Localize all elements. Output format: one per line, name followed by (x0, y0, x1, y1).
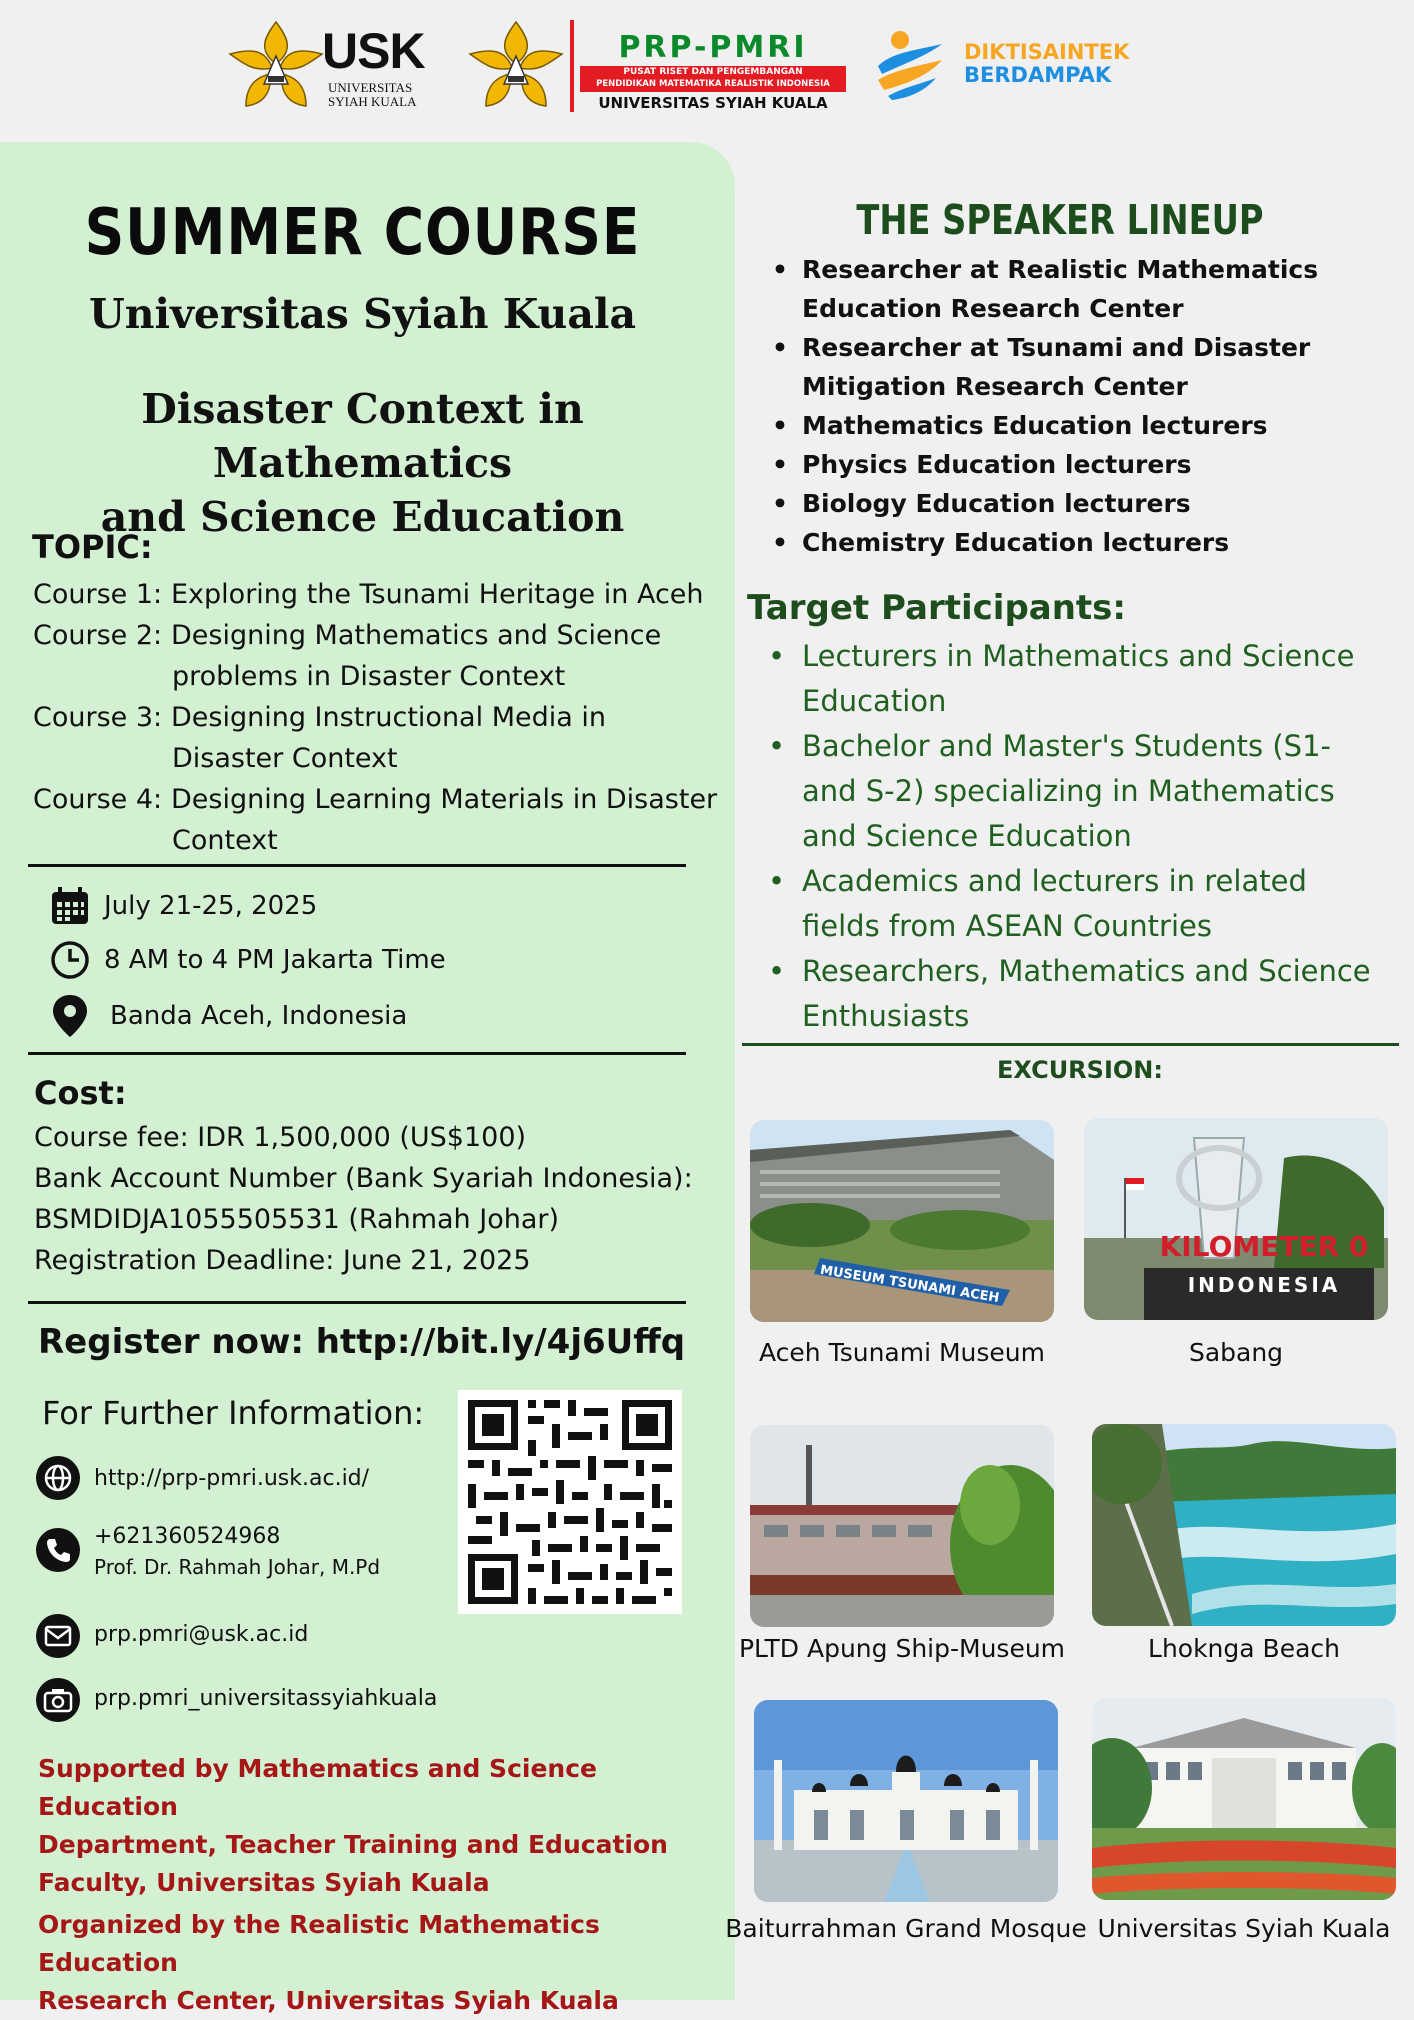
course-number: Course 2: (33, 620, 163, 651)
email-contact[interactable] (36, 1614, 308, 1658)
pltd-apung-photo (750, 1425, 1054, 1627)
theme-line1: Disaster Context in Mathematics (141, 385, 584, 487)
course-number: Course 3: (33, 702, 163, 733)
course-text-cont: Disaster Context (172, 743, 398, 774)
indonesia-sign-text: INDONESIA (1187, 1273, 1341, 1297)
usk-logo-sub2: SYIAH KUALA (328, 94, 417, 109)
topic-heading: TOPIC: (32, 528, 153, 566)
time-row (48, 938, 446, 982)
cost-line: Course fee: IDR 1,500,000 (US$100) (34, 1122, 527, 1153)
qr-code[interactable] (458, 1390, 682, 1614)
speaker-item: • Chemistry Education lecturers (772, 523, 1392, 562)
km0-sign-text: KILOMETER 0 (1159, 1230, 1369, 1263)
theme-title (0, 382, 725, 544)
course-item (33, 779, 733, 861)
website-link[interactable]: http://prp-pmri.usk.ac.id/ (94, 1466, 370, 1491)
excursion-caption: Sabang (1188, 1338, 1284, 1367)
course-text: Exploring the Tsunami Heritage in Aceh (171, 579, 704, 610)
museum-sign-text: MUSEUM TSUNAMI ACEH (818, 1262, 1001, 1307)
course-text: Designing Mathematics and Science (171, 620, 662, 651)
prp-emblem-icon (468, 20, 564, 110)
mail-icon (36, 1614, 80, 1658)
location-pin-icon (48, 994, 92, 1038)
course-text: Designing Learning Materials in Disaster (171, 784, 718, 815)
cost-line: BSMDIDJA1055505531 (Rahmah Johar) (34, 1204, 560, 1235)
usk-logo-text: USK (322, 23, 425, 79)
register-link[interactable]: Register now: http://bit.ly/4j6Uffq (38, 1322, 686, 1362)
cost-line: Bank Account Number (Bank Syariah Indonesia): (34, 1163, 693, 1194)
sabang-photo (1084, 1118, 1388, 1320)
excursion-caption: Lhoknga Beach (1148, 1634, 1340, 1663)
camera-icon (36, 1678, 80, 1722)
organized-line: Organized by the Realistic Mathematics Education (38, 1910, 600, 1977)
usk-campus-photo (1092, 1698, 1396, 1900)
speaker-item: • Mathematics Education lecturers (772, 406, 1392, 445)
event-location: Banda Aceh, Indonesia (110, 1001, 408, 1031)
location-row (48, 994, 407, 1038)
date-row (48, 884, 317, 928)
course-text: Designing Instructional Media in (171, 702, 606, 733)
event-date: July 21-25, 2025 (104, 891, 318, 921)
speaker-heading: THE SPEAKER LINEUP (856, 196, 1264, 244)
dikti-text1: DIKTISAINTEK (964, 40, 1130, 64)
phone-info (94, 1522, 380, 1582)
diktisaintek-icon (872, 26, 946, 100)
prp-logo-title: PRP-PMRI (618, 30, 808, 65)
speaker-item: • Physics Education lecturers (772, 445, 1392, 484)
baiturrahman-mosque-photo (754, 1700, 1058, 1902)
email-link[interactable]: prp.pmri@usk.ac.id (94, 1622, 309, 1647)
target-list (768, 634, 1398, 1039)
excursion-heading: EXCURSION: (997, 1056, 1163, 1084)
prp-divider (570, 20, 574, 112)
speaker-item: • Biology Education lecturers (772, 484, 1392, 523)
instagram-contact[interactable] (36, 1678, 437, 1722)
phone-contact[interactable] (36, 1522, 380, 1582)
speaker-item: • Researcher at Tsunami and Disaster Mitigation Research Center (772, 328, 1322, 406)
prp-sub1: PUSAT RISET DAN PENGEMBANGAN (623, 67, 803, 77)
excursion-caption: Universitas Syiah Kuala (1097, 1914, 1391, 1943)
course-text-cont: problems in Disaster Context (172, 661, 566, 692)
divider (28, 1052, 686, 1055)
website-contact[interactable] (36, 1456, 369, 1500)
supported-by (38, 1750, 718, 1902)
cost-line: Registration Deadline: June 21, 2025 (34, 1245, 531, 1276)
usk-emblem-icon (228, 20, 324, 110)
supported-line: Faculty, Universitas Syiah Kuala (38, 1868, 490, 1897)
tsunami-museum-photo (750, 1120, 1054, 1322)
target-item: • Researchers, Mathematics and Science Enthusiasts (768, 949, 1412, 1039)
further-info-heading: For Further Information: (42, 1394, 425, 1432)
contact-person: Prof. Dr. Rahmah Johar, M.Pd (94, 1555, 381, 1579)
prp-sub3: UNIVERSITAS SYIAH KUALA (598, 94, 828, 112)
supported-line: Supported by Mathematics and Science Education (38, 1754, 597, 1821)
instagram-handle[interactable]: prp.pmri_universitassyiahkuala (94, 1686, 438, 1711)
excursion-caption: Baiturrahman Grand Mosque (725, 1914, 1087, 1943)
lhoknga-beach-photo (1092, 1424, 1396, 1626)
course-item (33, 697, 733, 779)
organized-line: Research Center, Universitas Syiah Kuala (38, 1986, 619, 2015)
theme-line2: and Science Education (100, 493, 625, 541)
page-title: SUMMER COURSE (84, 196, 641, 270)
calendar-icon (48, 884, 92, 928)
prp-sub2: PENDIDIKAN MATEMATIKA REALISTIK INDONESIA (596, 79, 830, 89)
university-title: Universitas Syiah Kuala (88, 290, 637, 338)
course-number: Course 1: (33, 579, 163, 610)
header-logos (0, 0, 1414, 140)
supported-line: Department, Teacher Training and Education (38, 1830, 668, 1859)
phone-icon (36, 1528, 80, 1572)
divider (742, 1043, 1399, 1046)
usk-logo-sub1: UNIVERSITAS (328, 80, 413, 95)
target-item: • Bachelor and Master's Students (S1- and S-2) specializing in Mathematics and Science Education (768, 724, 1372, 859)
target-item: • Academics and lecturers in related fields from ASEAN Countries (768, 859, 1362, 949)
course-item (33, 574, 733, 615)
event-time: 8 AM to 4 PM Jakarta Time (104, 945, 446, 975)
speaker-item: • Researcher at Realistic Mathematics Education Research Center (772, 250, 1322, 328)
phone-number[interactable]: +621360524968 (94, 1524, 281, 1549)
dikti-text2: BERDAMPAK (964, 63, 1112, 87)
cost-heading: Cost: (34, 1074, 127, 1112)
organized-by (38, 1906, 718, 2020)
target-heading: Target Participants: (747, 588, 1127, 628)
clock-icon (48, 938, 92, 982)
course-text-cont: Context (172, 825, 278, 856)
divider (28, 1301, 686, 1304)
target-item: • Lecturers in Mathematics and Science Education (768, 634, 1392, 724)
course-item (33, 615, 733, 697)
divider (28, 864, 686, 867)
speaker-list (772, 250, 1392, 562)
excursion-caption: PLTD Apung Ship-Museum (738, 1634, 1066, 1663)
course-number: Course 4: (33, 784, 163, 815)
globe-icon (36, 1456, 80, 1500)
excursion-caption: Aceh Tsunami Museum (758, 1338, 1045, 1367)
